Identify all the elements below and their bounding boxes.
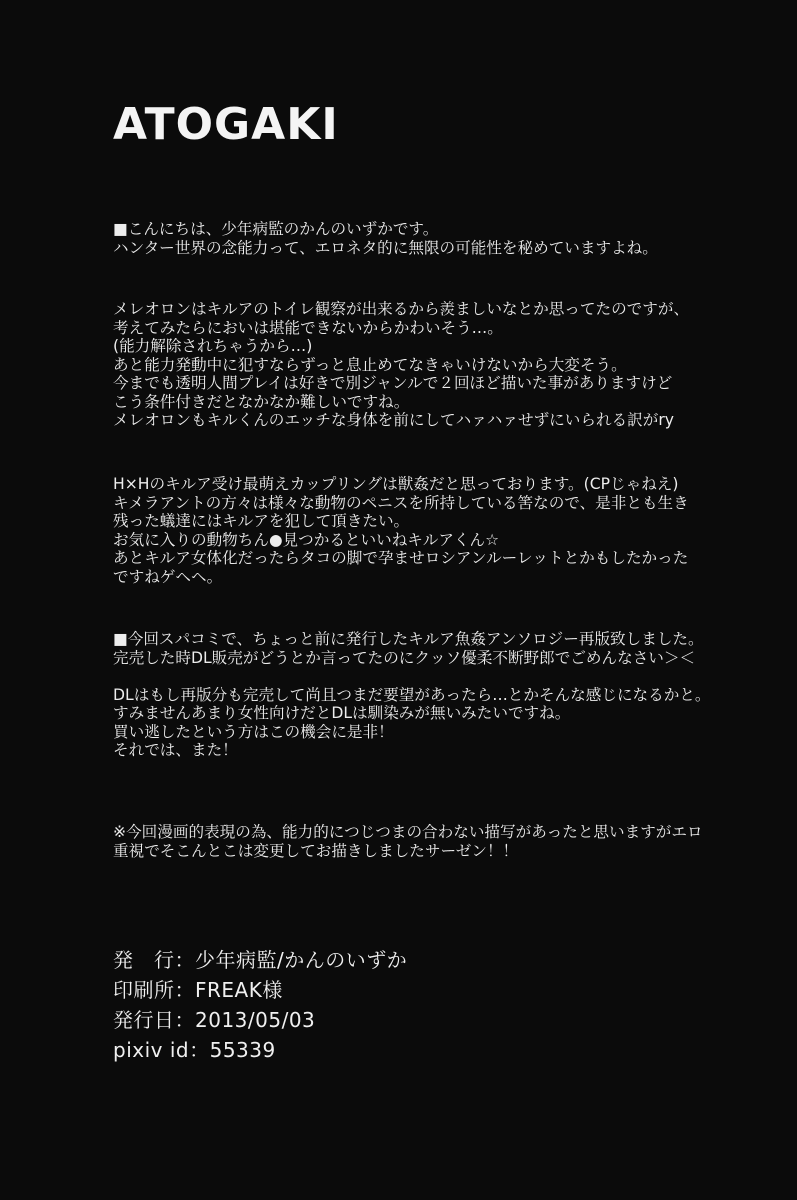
text-line: DLはもし再版分も完売して尚且つまだ要望があったら…とかそんな感じになるかと。 [113, 685, 711, 704]
text-line [113, 667, 793, 686]
text-line: ですねゲヘヘ。 [113, 567, 223, 586]
text-line: 考えてみたらにおいは堪能できないからかわいそう…。 [113, 318, 503, 337]
paragraph-note [113, 823, 793, 860]
text-line: ■こんにちは、少年病監のかんのいずかです。 [113, 220, 439, 238]
text-line: キメラアントの方々は様々な動物のペニスを所持している筈なので、是非とも生き [113, 493, 689, 512]
text-line: 今までも透明人間プレイは好きで別ジャンルで２回ほど描いた事がありますけど [113, 374, 673, 392]
text-line: H×Hのキルア受け最萌えカップリングは獣姦だと思っております。(CPじゃねえ) [113, 475, 679, 493]
paragraph-greeting [113, 220, 793, 257]
text-line: (能力解除されちゃうから…) [113, 337, 313, 355]
text-line: 残った蟻達にはキルアを犯して頂きたい。 [113, 512, 410, 530]
paragraph-reprint [113, 630, 793, 760]
colophon-publisher: 発 行：少年病監/かんのいずか [113, 948, 408, 972]
colophon-printer: 印刷所：FREAK様 [113, 978, 283, 1002]
text-line: 重視でそこんとこは変更してお描きしましたサーゼン！！ [113, 841, 519, 860]
text-line: ハンター世界の念能力って、エロネタ的に無限の可能性を秘めていますよね。 [113, 238, 658, 257]
text-line: メレオロンはキルアのトイレ観察が出来るから羨ましいなとか思ってたのですが、 [113, 300, 690, 318]
text-line: あとキルア女体化だったらタコの脚で孕ませロシアンルーレットとかもしたかった [113, 549, 689, 567]
colophon-pixiv-id: pixiv id：55339 [113, 1038, 276, 1062]
text-line: こう条件付きだとなかなか難しいですね。 [113, 392, 410, 411]
text-line: すみませんあまり女性向けだとDLは馴染みが無いみたいですね。 [113, 704, 571, 722]
text-line: メレオロンもキルくんのエッチな身体を前にしてハァハァせずにいられる訳がry [113, 411, 674, 429]
text-line: 買い逃したという方はこの機会に是非！ [113, 722, 394, 741]
text-line: ■今回スパコミで、ちょっと前に発行したキルア魚姦アンソロジー再版致しました。 [113, 630, 704, 648]
colophon [113, 945, 407, 1065]
text-line: それでは、また！ [113, 741, 238, 759]
page-title: ATOGAKI [113, 99, 339, 150]
colophon-date: 発行日：2013/05/03 [113, 1008, 316, 1032]
text-line: あと能力発動中に犯すならずっと息止めてなきゃいけないから大変そう。 [113, 355, 627, 374]
text-line: ※今回漫画的表現の為、能力的につじつまの合わない描写があったと思いますがエロ [113, 823, 703, 841]
paragraph-coupling [113, 475, 793, 586]
text-line: 完売した時DL販売がどうとか言ってたのにクッソ優柔不断野郎でごめんなさい＞＜ [113, 648, 696, 667]
paragraph-meleoron [113, 300, 793, 430]
text-line: お気に入りの動物ちん●見つかるといいねキルアくん☆ [113, 530, 500, 549]
